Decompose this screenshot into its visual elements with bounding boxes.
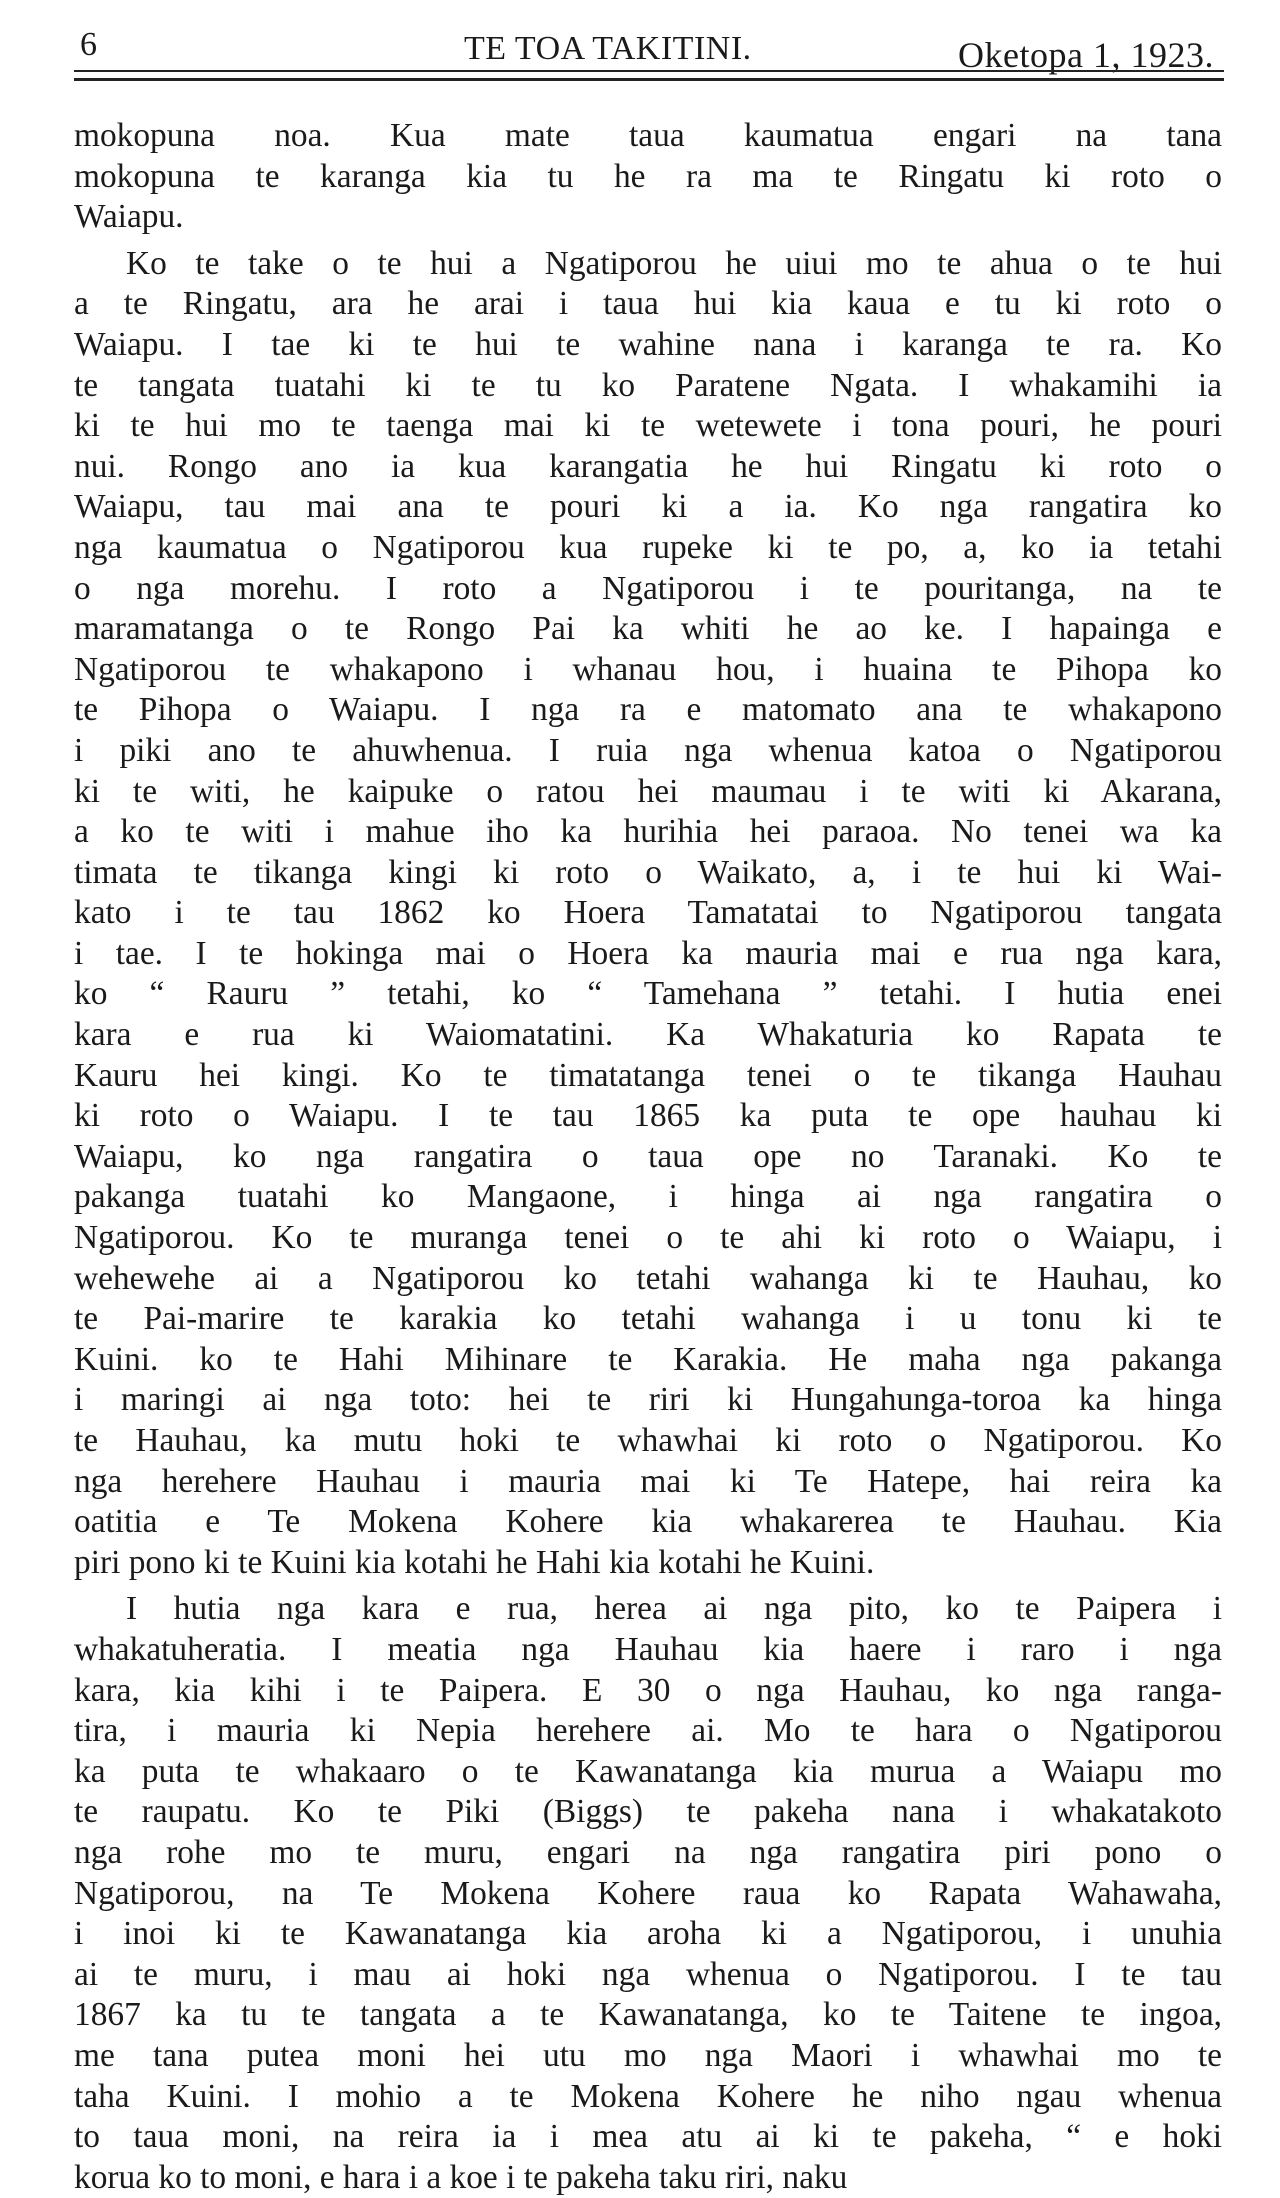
text-line: piri pono ki te Kuini kia kotahi he Hahi kia kotahi he Kuini.	[74, 1543, 875, 1581]
text-line: wehewehe ai a Ngatiporou ko tetahi wahanga ki te Hauhau, ko	[74, 1259, 1222, 1297]
text-line: Waiapu. I tae ki te hui te wahine nana i karanga te ra. Ko	[74, 325, 1222, 363]
text-line: mokopuna noa. Kua mate taua kaumatua engari na tana	[74, 117, 1222, 154]
text-line: Ko te take o te hui a Ngatiporou he uiui mo te ahua o te hui	[126, 244, 1222, 282]
paragraph	[74, 1589, 1222, 2198]
text-line: to taua moni, na reira ia i mea atu ai ki te pakeha, “ e hoki	[74, 2118, 1222, 2156]
text-line: oatitia e Te Mokena Kohere kia whakarerea te Hauhau. Kia	[74, 1503, 1222, 1541]
text-line: Ngatiporou te whakapono i whanau hou, i huaina te Pihopa ko	[74, 650, 1222, 688]
text-line: pakanga tuatahi ko Mangaone, i hinga ai nga rangatira o	[74, 1178, 1222, 1216]
text-line: i tae. I te hokinga mai o Hoera ka mauria mai e rua nga kara,	[74, 934, 1222, 972]
text-line: whakatuheratia. I meatia nga Hauhau kia haere i raro i nga	[74, 1630, 1222, 1668]
text-line: Waiapu.	[74, 198, 184, 236]
text-line: ki te witi, he kaipuke o ratou hei maumau i te witi ki Akarana,	[74, 772, 1222, 810]
text-line: a te Ringatu, ara he arai i taua hui kia kaua e tu ki roto o	[74, 285, 1222, 323]
text-line: me tana putea moni hei utu mo nga Maori i whawhai mo te	[74, 2036, 1222, 2074]
text-line: 1867 ka tu te tangata a te Kawanatanga, ko te Taitene te ingoa,	[74, 1996, 1222, 2034]
text-line: korua ko to moni, e hara i a koe i te pakeha taku riri, naku	[74, 2158, 848, 2196]
text-line: ki roto o Waiapu. I te tau 1865 ka puta te ope hauhau ki	[74, 1097, 1222, 1135]
text-line: timata te tikanga kingi ki roto o Waikato, a, i te hui ki Wai-	[74, 853, 1222, 891]
text-line: Waiapu, ko nga rangatira o taua ope no Taranaki. Ko te	[74, 1137, 1222, 1175]
article-body	[74, 116, 1222, 2198]
text-line: kato i te tau 1862 ko Hoera Tamatatai to Ngatiporou tangata	[74, 894, 1222, 932]
text-line: tira, i mauria ki Nepia herehere ai. Mo te hara o Ngatiporou	[74, 1712, 1222, 1750]
text-line: ko “ Rauru ” tetahi, ko “ Tamehana ” tetahi. I hutia enei	[74, 975, 1222, 1013]
text-line: nga kaumatua o Ngatiporou kua rupeke ki te po, a, ko ia tetahi	[74, 528, 1222, 566]
text-line: te raupatu. Ko te Piki (Biggs) te pakeha nana i whakatakoto	[74, 1793, 1222, 1831]
text-line: Ngatiporou. Ko te muranga tenei o te ahi ki roto o Waiapu, i	[74, 1219, 1222, 1257]
text-line: taha Kuini. I mohio a te Mokena Kohere he niho ngau whenua	[74, 2077, 1222, 2115]
publication-title: TE TOA TAKITINI.	[464, 30, 752, 67]
paragraph	[74, 244, 1222, 1584]
text-line: i piki ano te ahuwhenua. I ruia nga whenua katoa o Ngatiporou	[74, 731, 1222, 769]
text-line: maramatanga o te Rongo Pai ka whiti he ao ke. I hapainga e	[74, 610, 1222, 648]
text-line: ka puta te whakaaro o te Kawanatanga kia murua a Waiapu mo	[74, 1752, 1222, 1790]
text-line: te Pihopa o Waiapu. I nga ra e matomato ana te whakapono	[74, 691, 1222, 729]
text-line: nui. Rongo ano ia kua karangatia he hui Ringatu ki roto o	[74, 447, 1222, 485]
text-line: te Hauhau, ka mutu hoki te whawhai ki roto o Ngatiporou. Ko	[74, 1422, 1222, 1459]
text-line: a ko te witi i mahue iho ka hurihia hei paraoa. No tenei wa ka	[74, 813, 1222, 851]
text-line: Kauru hei kingi. Ko te timatatanga tenei o te tikanga Hauhau	[74, 1056, 1222, 1094]
text-line: te Pai-marire te karakia ko tetahi wahanga i u tonu ki te	[74, 1300, 1222, 1338]
text-line: nga herehere Hauhau i mauria mai ki Te Hatepe, hai reira ka	[74, 1462, 1222, 1500]
page-header	[74, 22, 1220, 75]
text-line: ki te hui mo te taenga mai ki te wetewete i tona pouri, he pouri	[74, 407, 1222, 445]
text-line: kara e rua ki Waiomatatini. Ka Whakaturia ko Rapata te	[74, 1016, 1222, 1054]
page-number: 6	[80, 26, 97, 63]
text-line: i inoi ki te Kawanatanga kia aroha ki a Ngatiporou, i unuhia	[74, 1915, 1222, 1953]
text-line: Waiapu, tau mai ana te pouri ki a ia. Ko nga rangatira ko	[74, 488, 1222, 526]
text-line: I hutia nga kara e rua, herea ai nga pito, ko te Paipera i	[126, 1590, 1222, 1628]
paragraph	[74, 116, 1222, 238]
text-line: nga rohe mo te muru, engari na nga rangatira piri pono o	[74, 1833, 1222, 1871]
text-line: te tangata tuatahi ki te tu ko Paratene Ngata. I whakamihi ia	[74, 366, 1222, 404]
text-line: Ngatiporou, na Te Mokena Kohere raua ko Rapata Wahawaha,	[74, 1874, 1222, 1912]
text-line: i maringi ai nga toto: hei te riri ki Hungahunga-toroa ka hinga	[74, 1381, 1222, 1419]
text-line: ai te muru, i mau ai hoki nga whenua o Ngatiporou. I te tau	[74, 1955, 1222, 1993]
header-rule-thin	[74, 70, 1224, 72]
header-rule-thick	[74, 78, 1224, 81]
text-line: Kuini. ko te Hahi Mihinare te Karakia. He maha nga pakanga	[74, 1340, 1222, 1378]
text-line: kara, kia kihi i te Paipera. E 30 o nga Hauhau, ko nga ranga-	[74, 1671, 1222, 1709]
text-line: o nga morehu. I roto a Ngatiporou i te pouritanga, na te	[74, 569, 1222, 607]
issue-date: Oketopa 1, 1923.	[958, 35, 1214, 75]
text-line: mokopuna te karanga kia tu he ra ma te Ringatu ki roto o	[74, 157, 1222, 195]
